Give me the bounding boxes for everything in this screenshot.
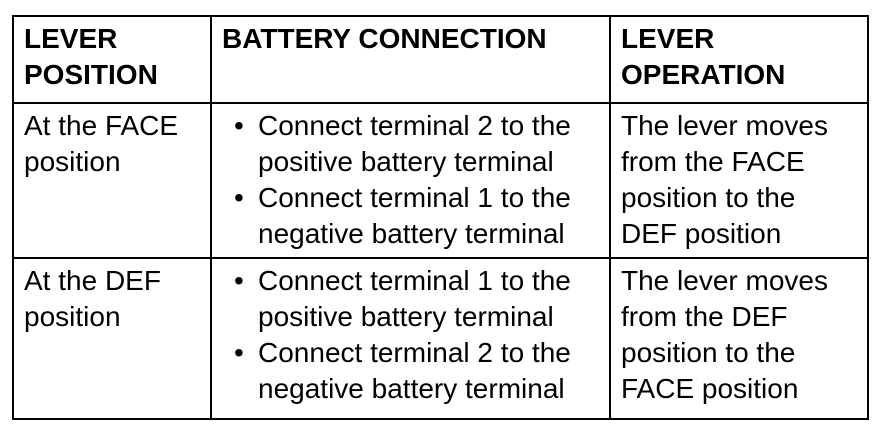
bullet-icon: • — [234, 110, 244, 141]
table-row — [13, 103, 868, 258]
connection-list — [222, 263, 599, 407]
header-lever-position — [13, 16, 211, 103]
battery-connection-cell — [211, 103, 610, 258]
operation-line: from the FACE — [621, 146, 805, 177]
lever-position-cell — [13, 258, 211, 419]
header-battery-connection-text: BATTERY CONNECTION — [222, 23, 547, 54]
battery-connection-cell — [211, 258, 610, 419]
connection-item — [222, 335, 599, 407]
lever-position-line1: At the DEF — [24, 265, 161, 296]
connection-line1: Connect terminal 2 to the — [258, 337, 571, 368]
operation-line: position to the — [621, 337, 796, 368]
bullet-icon: • — [234, 265, 244, 296]
lever-position-line2: position — [24, 146, 121, 177]
header-lever-operation — [610, 16, 868, 103]
connection-line1: Connect terminal 1 to the — [258, 182, 571, 213]
operation-line: position to the — [621, 182, 796, 213]
header-lever-operation-line1: LEVER — [621, 23, 715, 54]
connection-line1: Connect terminal 2 to the — [258, 110, 571, 141]
connection-line2: negative battery terminal — [258, 373, 565, 404]
connection-line1: Connect terminal 1 to the — [258, 265, 571, 296]
header-battery-connection — [211, 16, 610, 103]
lever-operation-cell — [610, 103, 868, 258]
bullet-icon: • — [234, 337, 244, 368]
table-row — [13, 258, 868, 419]
header-lever-position-line1: LEVER — [24, 23, 118, 54]
lever-position-cell — [13, 103, 211, 258]
header-lever-operation-line2: OPERATION — [621, 59, 786, 90]
connection-line2: positive battery terminal — [258, 301, 554, 332]
operation-line: The lever moves — [621, 265, 828, 296]
connection-list — [222, 108, 599, 252]
connection-line2: negative battery terminal — [258, 218, 565, 249]
operation-line: DEF position — [621, 218, 782, 249]
lever-operation-cell — [610, 258, 868, 419]
operation-line: The lever moves — [621, 110, 828, 141]
table-header-row — [13, 16, 868, 103]
connection-line2: positive battery terminal — [258, 146, 554, 177]
lever-position-line2: position — [24, 301, 121, 332]
connection-item — [222, 263, 599, 335]
lever-position-line1: At the FACE — [24, 110, 179, 141]
lever-battery-table — [12, 15, 869, 420]
operation-line: from the DEF — [621, 301, 788, 332]
header-lever-position-line2: POSITION — [24, 59, 158, 90]
connection-item — [222, 180, 599, 252]
bullet-icon: • — [234, 182, 244, 213]
operation-line: FACE position — [621, 373, 799, 404]
connection-item — [222, 108, 599, 180]
